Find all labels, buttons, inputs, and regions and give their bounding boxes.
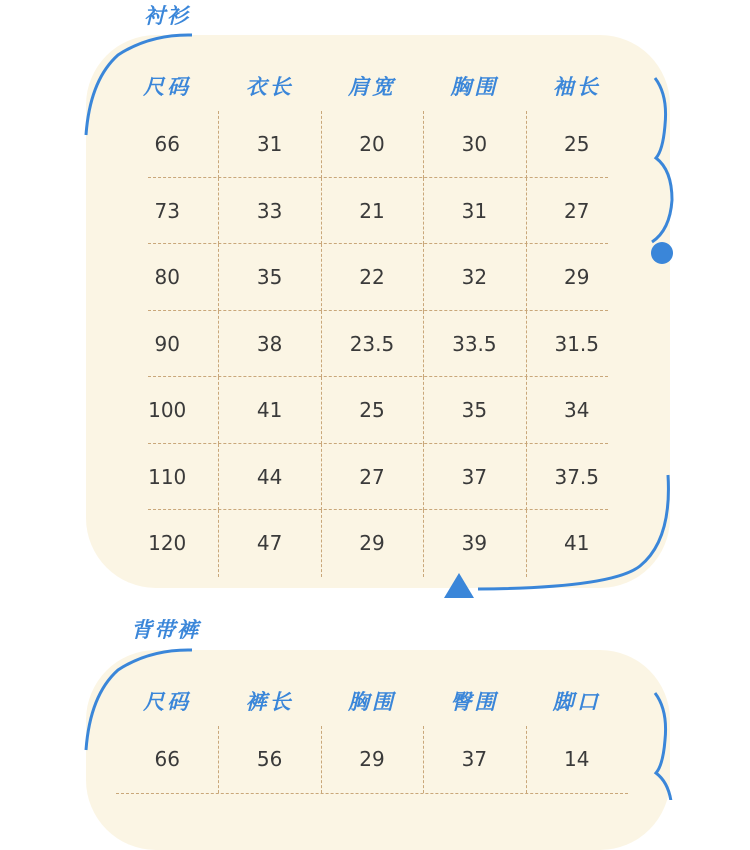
table-cell: 27 [321, 444, 423, 511]
table-cell: 35 [423, 377, 525, 444]
table-row [116, 377, 628, 444]
table-row [116, 311, 628, 378]
table-cell: 56 [218, 726, 320, 793]
table-cell: 23.5 [321, 311, 423, 378]
table-cell: 20 [321, 111, 423, 178]
table-cell: 35 [218, 244, 320, 311]
table-cell: 27 [526, 178, 628, 245]
header-cell: 胸围 [450, 75, 499, 99]
table-row [116, 178, 628, 245]
table-cell: 41 [526, 510, 628, 577]
table-cell: 66 [154, 747, 180, 772]
table-cell: 34 [526, 377, 628, 444]
table-cell: 33.5 [423, 311, 525, 378]
table-cell: 31 [218, 111, 320, 178]
table-cell: 22 [321, 244, 423, 311]
table-cell: 31 [423, 178, 525, 245]
table-cell: 39 [423, 510, 525, 577]
header-cell: 袖长 [552, 75, 601, 99]
table-cell: 47 [218, 510, 320, 577]
shirt-section-title: 衬衫 [144, 4, 190, 28]
table-cell: 110 [148, 464, 187, 489]
table-row [116, 726, 628, 794]
table-cell: 29 [526, 244, 628, 311]
table-cell: 100 [148, 398, 187, 423]
overalls-section-title: 背带裤 [131, 618, 200, 642]
table-cell: 38 [218, 311, 320, 378]
table-cell: 32 [423, 244, 525, 311]
header-cell: 脚口 [552, 690, 601, 714]
table-cell: 30 [423, 111, 525, 178]
table-cell: 37 [423, 444, 525, 511]
table-cell: 37 [423, 726, 525, 793]
table-header-row [116, 61, 628, 111]
table-cell: 73 [154, 198, 180, 223]
table-cell: 31.5 [526, 311, 628, 378]
table-row [116, 244, 628, 311]
table-cell: 41 [218, 377, 320, 444]
table-row [116, 444, 628, 511]
table-cell: 33 [218, 178, 320, 245]
table-cell: 29 [321, 510, 423, 577]
table-cell: 21 [321, 178, 423, 245]
table-cell: 14 [526, 726, 628, 793]
table-cell: 80 [154, 265, 180, 290]
table-header-row [116, 676, 628, 726]
header-cell: 尺码 [143, 75, 192, 99]
header-cell: 肩宽 [347, 75, 396, 99]
table-cell: 66 [154, 132, 180, 157]
header-cell: 裤长 [245, 690, 294, 714]
header-cell: 胸围 [347, 690, 396, 714]
header-cell: 臀围 [450, 690, 499, 714]
table-row [116, 111, 628, 178]
table-cell: 29 [321, 726, 423, 793]
overalls-size-table [116, 676, 628, 794]
table-cell: 120 [148, 531, 187, 556]
header-cell: 衣长 [245, 75, 294, 99]
table-cell: 25 [526, 111, 628, 178]
table-cell: 37.5 [526, 444, 628, 511]
header-cell: 尺码 [143, 690, 192, 714]
shirt-size-table [116, 61, 628, 577]
table-row [116, 510, 628, 577]
table-cell: 90 [154, 331, 180, 356]
table-cell: 44 [218, 444, 320, 511]
table-cell: 25 [321, 377, 423, 444]
